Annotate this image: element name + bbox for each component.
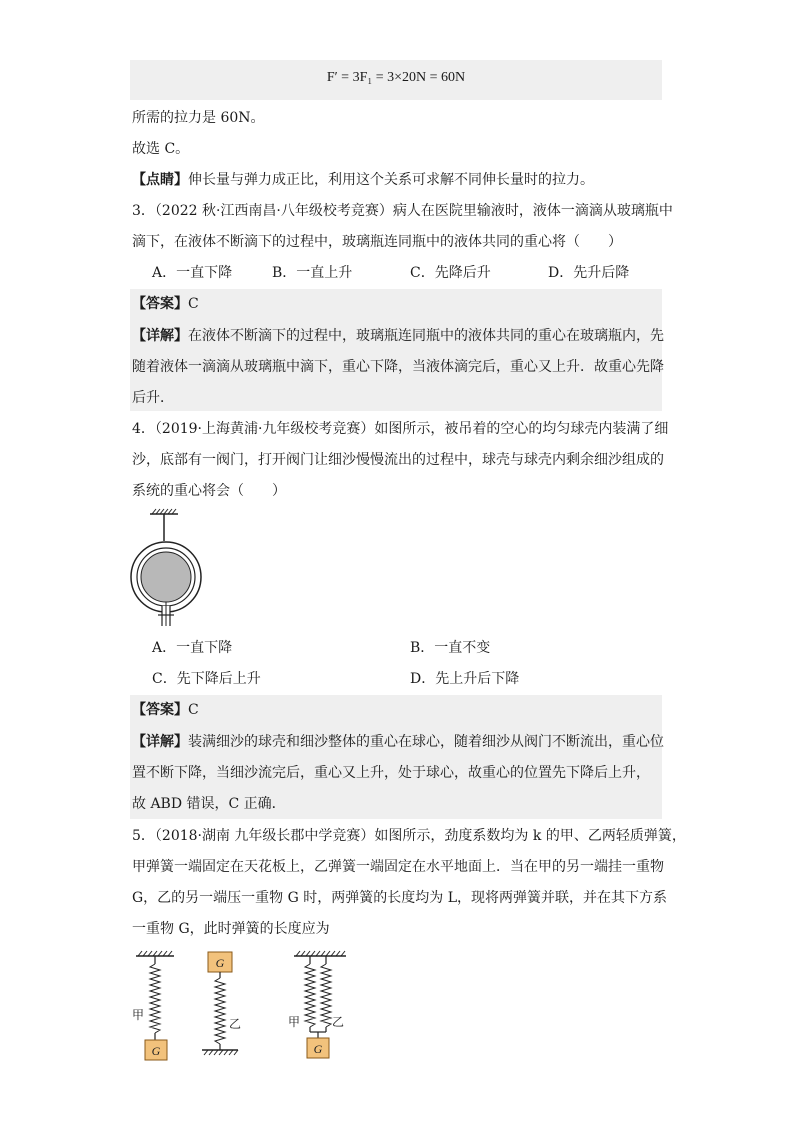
detail-label: 【详解】 <box>132 328 188 344</box>
tip-text: 伸长量与弹力成正比，利用这个关系可求解不同伸长量时的拉力。 <box>188 172 594 188</box>
detail-label: 【详解】 <box>132 734 188 750</box>
q5-stem-line1: 5．（2018·湖南 九年级长郡中学竞赛）如图所示，劲度系数均为 k 的甲、乙两轻质弹簧， <box>132 828 686 844</box>
q4-answer <box>132 700 199 720</box>
q3-stem-line1: 3．（2022 秋·江西南昌·八年级校考竞赛）病人在医院里输液时，液体一滴滴从玻璃瓶中 <box>132 203 673 219</box>
q4-stem-line2: 沙，底部有一阀门，打开阀门让细沙慢慢流出的过程中，球壳与球壳内剩余细沙组成的 <box>132 452 664 468</box>
q3-detail-line2: 随着液体一滴滴从玻璃瓶中滴下，重心下降，当液体滴完后，重心又上升．故重心先降 <box>132 359 664 375</box>
answer-value: C <box>188 296 199 312</box>
answer-label: 【答案】 <box>132 296 188 312</box>
q5-stem-line3: G，乙的另一端压一重物 G 时，两弹簧的长度均为 L，现将两弹簧并联，并在其下方系 <box>132 890 668 906</box>
q5-stem-line4: 一重物 G，此时弹簧的长度应为 <box>132 921 330 937</box>
q2-conclusion: 所需的拉力是 60N。 <box>132 110 265 126</box>
q4-detail-line3: 故 ABD 错误，C 正确． <box>132 796 286 812</box>
q5-stem-line2: 甲弹簧一端固定在天花板上，乙弹簧一端固定在水平地面上．当在甲的另一端挂一重物 <box>132 859 664 875</box>
q4-detail-line2: 置不断下降，当细沙流完后，重心又上升，处于球心，故重心的位置先下降后上升， <box>132 765 650 781</box>
q3-detail-line1 <box>132 326 664 346</box>
spring-jia-diagram <box>132 951 174 1060</box>
q4-option-a: A．一直下降 <box>152 640 233 656</box>
q3-stem-line2: 滴下，在液体不断滴下的过程中，玻璃瓶连同瓶中的液体共同的重心将（ ） <box>132 234 622 250</box>
q2-choose: 故选 C。 <box>132 141 190 157</box>
formula-box <box>130 60 662 100</box>
label-yi: 乙 <box>229 1017 242 1031</box>
detail-text: 装满细沙的球壳和细沙整体的重心在球心，随着细沙从阀门不断流出，重心位 <box>188 734 664 750</box>
q5-figure-springs <box>128 948 368 1064</box>
q3-answer-block <box>130 289 662 411</box>
label-jia: 甲 <box>132 1008 145 1022</box>
q4-stem-line1: 4．（2019·上海黄浦·九年级校考竞赛）如图所示，被吊着的空心的均匀球壳内装满了细 <box>132 421 669 437</box>
answer-value: C <box>188 702 199 718</box>
parallel-springs-diagram <box>288 951 346 1058</box>
detail-text: 在液体不断滴下的过程中，玻璃瓶连同瓶中的液体共同的重心在玻璃瓶内，先 <box>188 328 664 344</box>
q4-figure-hollow-ball <box>130 508 210 632</box>
weight-label: G <box>215 956 225 970</box>
formula: F′ = 3F₁ = 3×20N = 60N <box>326 70 466 85</box>
q4-stem-line3: 系统的重心将会（ ） <box>132 483 286 499</box>
q4-option-d: D．先上升后下降 <box>410 671 520 687</box>
q3-answer <box>132 294 199 314</box>
q4-detail-line1 <box>132 732 664 752</box>
weight-label: G <box>151 1044 161 1058</box>
tip-label: 【点睛】 <box>132 172 188 188</box>
spring-yi-diagram <box>202 952 241 1055</box>
weight-label: G <box>313 1042 323 1056</box>
q4-option-b: B．一直不变 <box>410 640 491 656</box>
q3-option-b: B．一直上升 <box>272 265 353 281</box>
answer-label: 【答案】 <box>132 702 188 718</box>
q3-option-d: D．先升后降 <box>548 265 630 281</box>
q3-option-a: A．一直下降 <box>152 265 233 281</box>
q3-detail-line3: 后升． <box>132 390 174 406</box>
q4-option-c: C．先下降后上升 <box>152 671 261 687</box>
label-yi: 乙 <box>332 1015 345 1029</box>
q2-tip <box>132 170 594 190</box>
label-jia: 甲 <box>288 1015 301 1029</box>
q3-option-c: C．先降后升 <box>410 265 491 281</box>
